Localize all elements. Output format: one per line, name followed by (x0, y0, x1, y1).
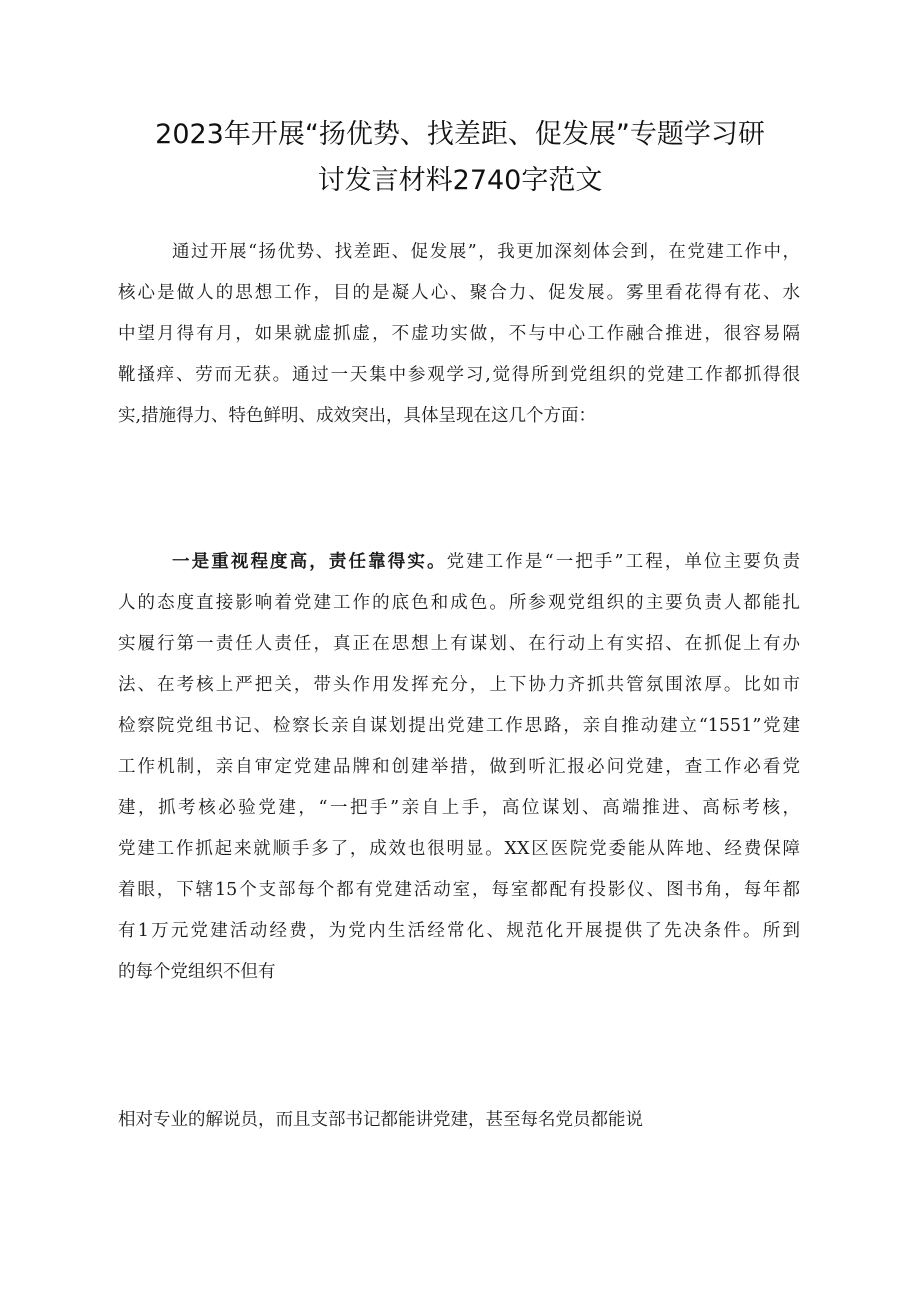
paragraph-line: 核心是做人的思想工作，目的是凝人心、聚合力、促发展。雾里看花得有花、水 (118, 283, 800, 303)
paragraph-line: 通过开展“扬优势、找差距、促发展”，我更加深刻体会到，在党建工作中， (172, 242, 800, 262)
title-line-2: 讨发言材料2740字范文 (317, 165, 603, 196)
paragraph-line: 法、在考核上严把关，带头作用发挥充分，上下协力齐抓共管氛围浓厚。比如市 (118, 675, 800, 695)
paragraph-continuation (118, 1100, 800, 1141)
paragraph-line: 实,措施得力、特色鲜明、成效突出，具体呈现在这几个方面： (118, 406, 597, 426)
paragraph-line: 的每个党组织不但有 (118, 962, 276, 982)
paragraph-line: 人的态度直接影响着党建工作的底色和成色。所参观党组织的主要负责人都能扎 (118, 593, 800, 613)
title-line-1: 2023年开展“扬优势、找差距、促发展”专题学习研 (155, 119, 765, 150)
paragraph-line: 相对专业的解说员，而且支部书记都能讲党建，甚至每名党员都能说 (118, 1110, 643, 1130)
paragraph-line: 中望月得有月，如果就虚抓虚，不虚功实做，不与中心工作融合推进，很容易隔 (118, 324, 800, 344)
paragraph-line: 着眼，下辖15个支部每个都有党建活动室，每室都配有投影仪、图书角，每年都 (118, 880, 800, 900)
paragraph-line: 党建工作抓起来就顺手多了，成效也很明显。XX区医院党委能从阵地、经费保障 (118, 839, 800, 859)
paragraph-point-one (118, 542, 800, 993)
paragraph-line: 有1万元党建活动经费，为党内生活经常化、规范化开展提供了先决条件。所到 (118, 921, 800, 941)
paragraph-intro (118, 232, 800, 437)
paragraph-line: 建，抓考核必验党建，“一把手”亲自上手，高位谋划、高端推进、高标考核， (118, 798, 800, 818)
paragraph-line: 靴搔痒、劳而无获。通过一天集中参观学习,觉得所到党组织的党建工作都抓得很 (118, 365, 800, 385)
paragraph-line: 检察院党组书记、检察长亲自谋划提出党建工作思路，亲自推动建立“1551”党建 (118, 716, 800, 736)
paragraph-line-rest: 党建工作是“一把手”工程，单位主要负责 (446, 552, 800, 572)
paragraph-line (118, 542, 800, 583)
document-title (110, 112, 810, 204)
paragraph-lead-heading: 一是重视程度高，责任靠得实。 (172, 552, 447, 572)
paragraph-line: 工作机制，亲自审定党建品牌和创建举措，做到听汇报必问党建，查工作必看党 (118, 757, 800, 777)
paragraph-line: 实履行第一责任人责任，真正在思想上有谋划、在行动上有实招、在抓促上有办 (118, 634, 800, 654)
